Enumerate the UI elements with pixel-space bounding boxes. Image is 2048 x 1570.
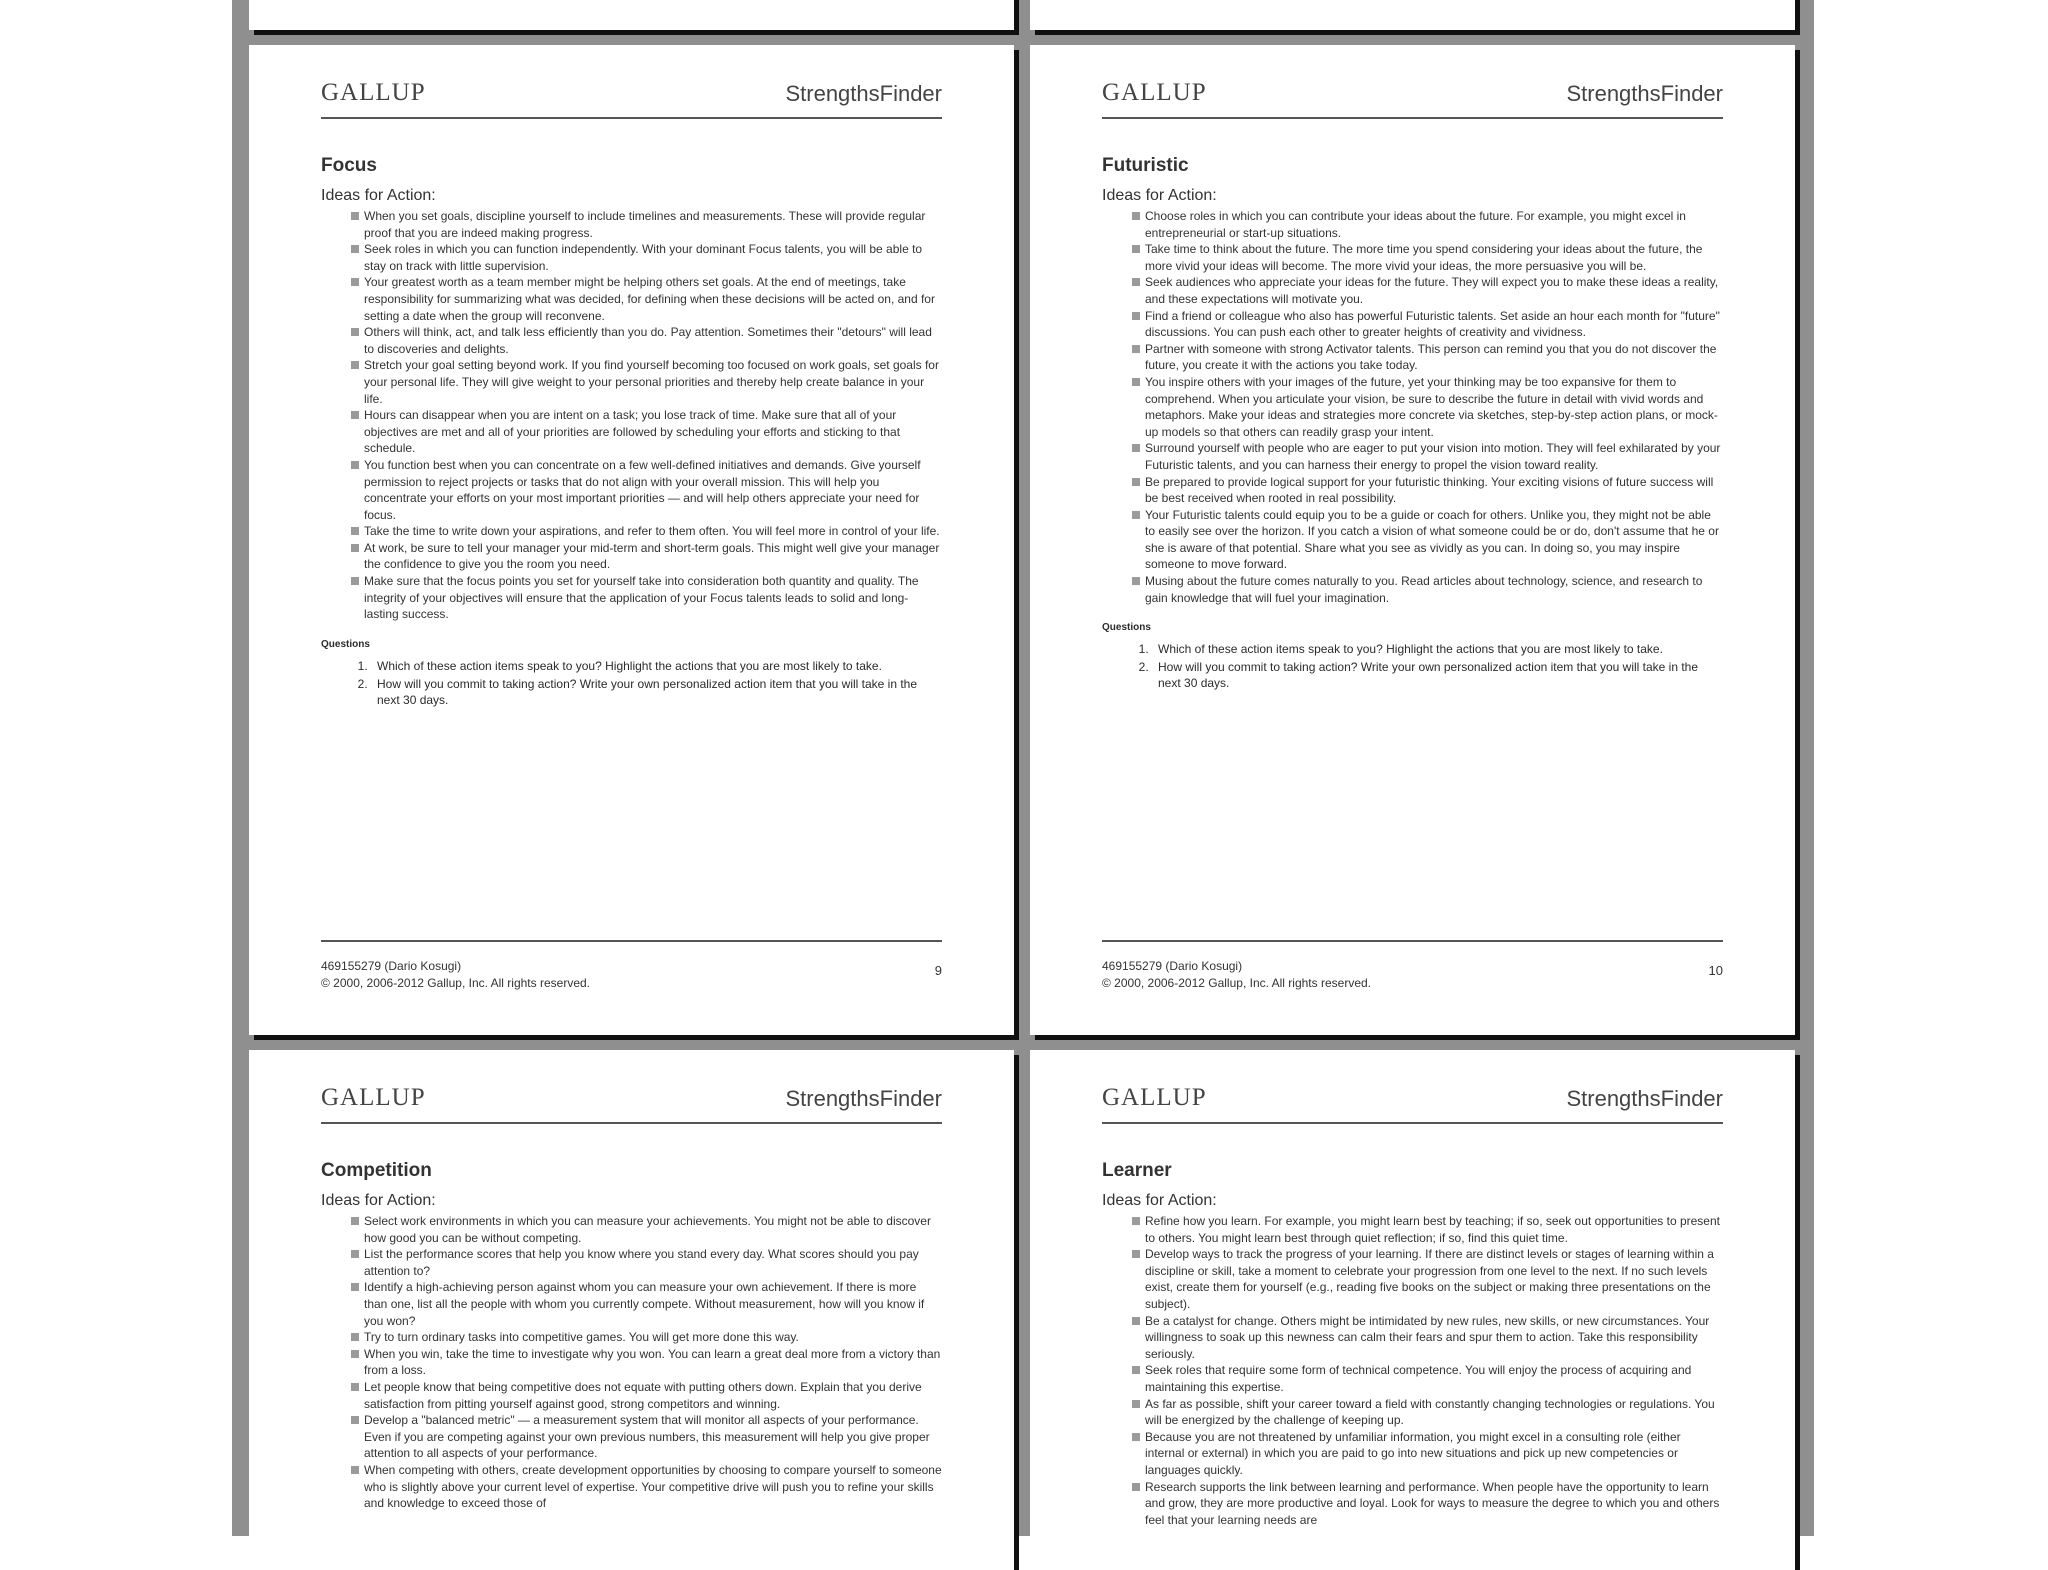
page-header <box>321 1084 942 1124</box>
bullet-square-icon <box>1132 278 1140 286</box>
ideas-label: Ideas for Action: <box>1102 187 1217 204</box>
bullet-square-icon <box>351 1416 359 1424</box>
question-item: 1. Which of these action items speak to you? Highlight the actions that you are most likely to take. <box>371 658 942 674</box>
action-item: Be prepared to provide logical support for your futuristic thinking. Your exciting visions of future success will be best received when rooted in real possibility. <box>1132 474 1723 507</box>
action-item: Make sure that the focus points you set for yourself take into consideration both quantity and quality. The integrity of your objectives will ensure that the application of your Focus talents leads to solid and long-lasting success. <box>351 573 942 623</box>
action-item: Your greatest worth as a team member might be helping others set goals. At the end of meetings, take responsibility for summarizing what was decided, for defining when these decisions will be acted on, and for setting a date when the group will reconvene. <box>351 274 942 324</box>
action-item: Develop a "balanced metric" — a measurement system that will monitor all aspects of your performance. Even if you are competing against your own previous numbers, this measurement will help you give proper attention to all aspects of your performance. <box>351 1412 942 1462</box>
action-item: As far as possible, shift your career toward a field with constantly changing technologies or regulations. You will be energized by the challenge of keeping up. <box>1132 1396 1723 1429</box>
bullet-square-icon <box>1132 1317 1140 1325</box>
ideas-label: Ideas for Action: <box>321 1192 436 1209</box>
ideas-label: Ideas for Action: <box>321 187 436 204</box>
bullet-square-icon <box>351 544 359 552</box>
bullet-square-icon <box>1132 1483 1140 1491</box>
action-item: You inspire others with your images of the future, yet your thinking may be too expansive for them to comprehend. When you articulate your vision, be sure to describe the future in detail with vivid words and metaphors. Make your ideas and strategies more concrete via sketches, step-by-step action plans, or mock-up models so that others can readily grasp your intent. <box>1132 374 1723 440</box>
action-items <box>321 1213 942 1512</box>
product-name: StrengthsFinder <box>785 1086 942 1111</box>
gallup-logo: GALLUP <box>321 79 426 106</box>
bullet-square-icon <box>351 245 359 253</box>
action-item: Research supports the link between learning and performance. When people have the opportunity to learn and grow, they are more productive and loyal. Look for ways to measure the degree to which you and others feel that your learning needs are <box>1132 1479 1723 1529</box>
bullet-square-icon <box>1132 1217 1140 1225</box>
page-number: 10 <box>1708 963 1723 978</box>
action-item: Seek roles that require some form of technical competence. You will enjoy the process of acquiring and maintaining this expertise. <box>1132 1362 1723 1395</box>
action-item: Seek audiences who appreciate your ideas for the future. They will expect you to make these ideas a reality, and these expectations will motivate you. <box>1132 274 1723 307</box>
page-header <box>1102 1084 1723 1124</box>
bullet-square-icon <box>351 1283 359 1291</box>
theme-title: Learner <box>1102 1160 1172 1181</box>
product-name: StrengthsFinder <box>1566 81 1723 106</box>
page-learner <box>1030 1050 1795 1570</box>
page-footer <box>321 940 942 992</box>
bullet-square-icon <box>351 1383 359 1391</box>
gallup-logo: GALLUP <box>1102 1084 1207 1111</box>
bullet-square-icon <box>1132 1250 1140 1258</box>
bullet-square-icon <box>1132 1400 1140 1408</box>
bullet-square-icon <box>1132 245 1140 253</box>
action-item: Let people know that being competitive does not equate with putting others down. Explain that you derive satisfaction from pitting yourself against good, strong competitors and winning. <box>351 1379 942 1412</box>
action-item: Others will think, act, and talk less efficiently than you do. Pay attention. Sometimes their "detours" will lead to discoveries and delights. <box>351 324 942 357</box>
questions-list <box>1102 641 1723 691</box>
action-item: Take time to think about the future. The more time you spend considering your ideas about the future, the more vivid your ideas will become. The more vivid your ideas, the more persuasive you will be. <box>1132 241 1723 274</box>
ideas-label: Ideas for Action: <box>1102 1192 1217 1209</box>
action-items <box>321 208 942 623</box>
bullet-square-icon <box>1132 378 1140 386</box>
gallup-logo: GALLUP <box>321 1084 426 1111</box>
bullet-square-icon <box>351 1217 359 1225</box>
bullet-square-icon <box>351 328 359 336</box>
action-item: Musing about the future comes naturally to you. Read articles about technology, science, and research to gain knowledge that will fuel your imagination. <box>1132 573 1723 606</box>
question-item: 1. Which of these action items speak to you? Highlight the actions that you are most likely to take. <box>1152 641 1723 657</box>
action-item: Stretch your goal setting beyond work. If you find yourself becoming too focused on work goals, set goals for your personal life. They will give weight to your personal priorities and thereby help create balance in your life. <box>351 357 942 407</box>
action-item: Select work environments in which you can measure your achievements. You might not be able to discover how good you can be without competing. <box>351 1213 942 1246</box>
questions-list <box>321 658 942 708</box>
action-item: Try to turn ordinary tasks into competitive games. You will get more done this way. <box>351 1329 942 1346</box>
page-header <box>321 79 942 119</box>
action-item: You function best when you can concentrate on a few well-defined initiatives and demands. Give yourself permission to reject projects or tasks that do not align with your overall mission. This will help you concentrate your efforts on your most important priorities — and will help others appreciate your need for focus. <box>351 457 942 523</box>
question-item: 2. How will you commit to taking action? Write your own personalized action item that you will take in the next 30 days. <box>371 676 942 708</box>
bullet-square-icon <box>1132 444 1140 452</box>
product-name: StrengthsFinder <box>1566 1086 1723 1111</box>
action-item: When you win, take the time to investigate why you won. You can learn a great deal more from a victory than from a loss. <box>351 1346 942 1379</box>
action-item: List the performance scores that help you know where you stand every day. What scores should you pay attention to? <box>351 1246 942 1279</box>
bullet-square-icon <box>351 278 359 286</box>
action-item: Surround yourself with people who are eager to put your vision into motion. They will feel exhilarated by your Futuristic talents, and you can harness their energy to propel the vision toward reality. <box>1132 440 1723 473</box>
footer-copyright: © 2000, 2006-2012 Gallup, Inc. All rights reserved. <box>321 976 590 990</box>
page-futuristic <box>1030 45 1795 1035</box>
bullet-square-icon <box>1132 1366 1140 1374</box>
action-item: Take the time to write down your aspirations, and refer to them often. You will feel more in control of your life. <box>351 523 942 540</box>
action-item: Seek roles in which you can function independently. With your dominant Focus talents, you will be able to stay on track with little supervision. <box>351 241 942 274</box>
bullet-square-icon <box>1132 345 1140 353</box>
product-name: StrengthsFinder <box>785 81 942 106</box>
footer-id: 469155279 (Dario Kosugi) <box>321 959 462 973</box>
action-item: Find a friend or colleague who also has powerful Futuristic talents. Set aside an hour each month for "future" discussions. You can push each other to greater heights of creativity and vividness. <box>1132 308 1723 341</box>
action-item: When competing with others, create development opportunities by choosing to compare yourself to someone who is slightly above your current level of expertise. Your competitive drive will push you to refine your skills and knowledge to exceed those of <box>351 1462 942 1512</box>
bullet-square-icon <box>351 1350 359 1358</box>
bullet-square-icon <box>351 212 359 220</box>
bullet-square-icon <box>351 1333 359 1341</box>
bullet-square-icon <box>1132 478 1140 486</box>
questions-heading: Questions <box>1102 622 1151 634</box>
bullet-square-icon <box>1132 1433 1140 1441</box>
theme-title: Futuristic <box>1102 155 1189 176</box>
questions-heading: Questions <box>321 638 370 650</box>
theme-title: Focus <box>321 155 377 176</box>
gallup-logo: GALLUP <box>1102 79 1207 106</box>
bullet-square-icon <box>1132 511 1140 519</box>
action-item: Because you are not threatened by unfamiliar information, you might excel in a consulting role (either internal or external) in which you are paid to go into new situations and pick up new competencies or languages quickly. <box>1132 1429 1723 1479</box>
bullet-square-icon <box>351 361 359 369</box>
footer-id: 469155279 (Dario Kosugi) <box>1102 959 1243 973</box>
action-item: Hours can disappear when you are intent on a task; you lose track of time. Make sure that all of your objectives are met and all of your priorities are followed by scheduling your efforts and sticking to that schedule. <box>351 407 942 457</box>
bullet-square-icon <box>351 461 359 469</box>
bullet-square-icon <box>351 1250 359 1258</box>
page-header <box>1102 79 1723 119</box>
action-item: Your Futuristic talents could equip you to be a guide or coach for others. Unlike you, they might not be able to easily see over the horizon. If you catch a vision of what someone could be or do, don't assume that he or she is aware of that potential. Share what you see as vividly as you can. In doing so, you may inspire someone to move forward. <box>1132 507 1723 573</box>
action-item: At work, be sure to tell your manager your mid-term and short-term goals. This might well give your manager the confidence to give you the room you need. <box>351 540 942 573</box>
page-footer <box>1102 940 1723 992</box>
page-partial-top-left <box>249 0 1014 30</box>
bullet-square-icon <box>351 411 359 419</box>
action-item: Partner with someone with strong Activator talents. This person can remind you that you do not discover the future, you create it with the actions you take today. <box>1132 341 1723 374</box>
page-competition <box>249 1050 1014 1570</box>
bullet-square-icon <box>351 1466 359 1474</box>
action-item: Develop ways to track the progress of your learning. If there are distinct levels or stages of learning within a discipline or skill, take a moment to celebrate your progression from one level to the next. If no such levels exist, create them for yourself (e.g., reading five books on the subject or making three presentations on the subject). <box>1132 1246 1723 1312</box>
action-item: When you set goals, discipline yourself to include timelines and measurements. These will provide regular proof that you are indeed making progress. <box>351 208 942 241</box>
page-focus <box>249 45 1014 1035</box>
page-number: 9 <box>934 963 942 978</box>
action-item: Choose roles in which you can contribute your ideas about the future. For example, you might excel in entrepreneurial or start-up situations. <box>1132 208 1723 241</box>
bullet-square-icon <box>1132 212 1140 220</box>
footer-copyright: © 2000, 2006-2012 Gallup, Inc. All rights reserved. <box>1102 976 1371 990</box>
page-partial-top-right <box>1030 0 1795 30</box>
action-item: Identify a high-achieving person against whom you can measure your own achievement. If there is more than one, list all the people with whom you currently compete. Without measurement, how will you know if you won? <box>351 1279 942 1329</box>
action-item: Refine how you learn. For example, you might learn best by teaching; if so, seek out opportunities to present to others. You might learn best through quiet reflection; if so, find this quiet time. <box>1132 1213 1723 1246</box>
bullet-square-icon <box>1132 312 1140 320</box>
bullet-square-icon <box>351 527 359 535</box>
action-items <box>1102 1213 1723 1528</box>
question-item: 2. How will you commit to taking action? Write your own personalized action item that you will take in the next 30 days. <box>1152 659 1723 691</box>
bullet-square-icon <box>351 577 359 585</box>
bullet-square-icon <box>1132 577 1140 585</box>
action-items <box>1102 208 1723 606</box>
theme-title: Competition <box>321 1160 432 1181</box>
action-item: Be a catalyst for change. Others might be intimidated by new rules, new skills, or new circumstances. Your willingness to soak up this newness can calm their fears and spur them to action. Take this responsibility seriously. <box>1132 1313 1723 1363</box>
